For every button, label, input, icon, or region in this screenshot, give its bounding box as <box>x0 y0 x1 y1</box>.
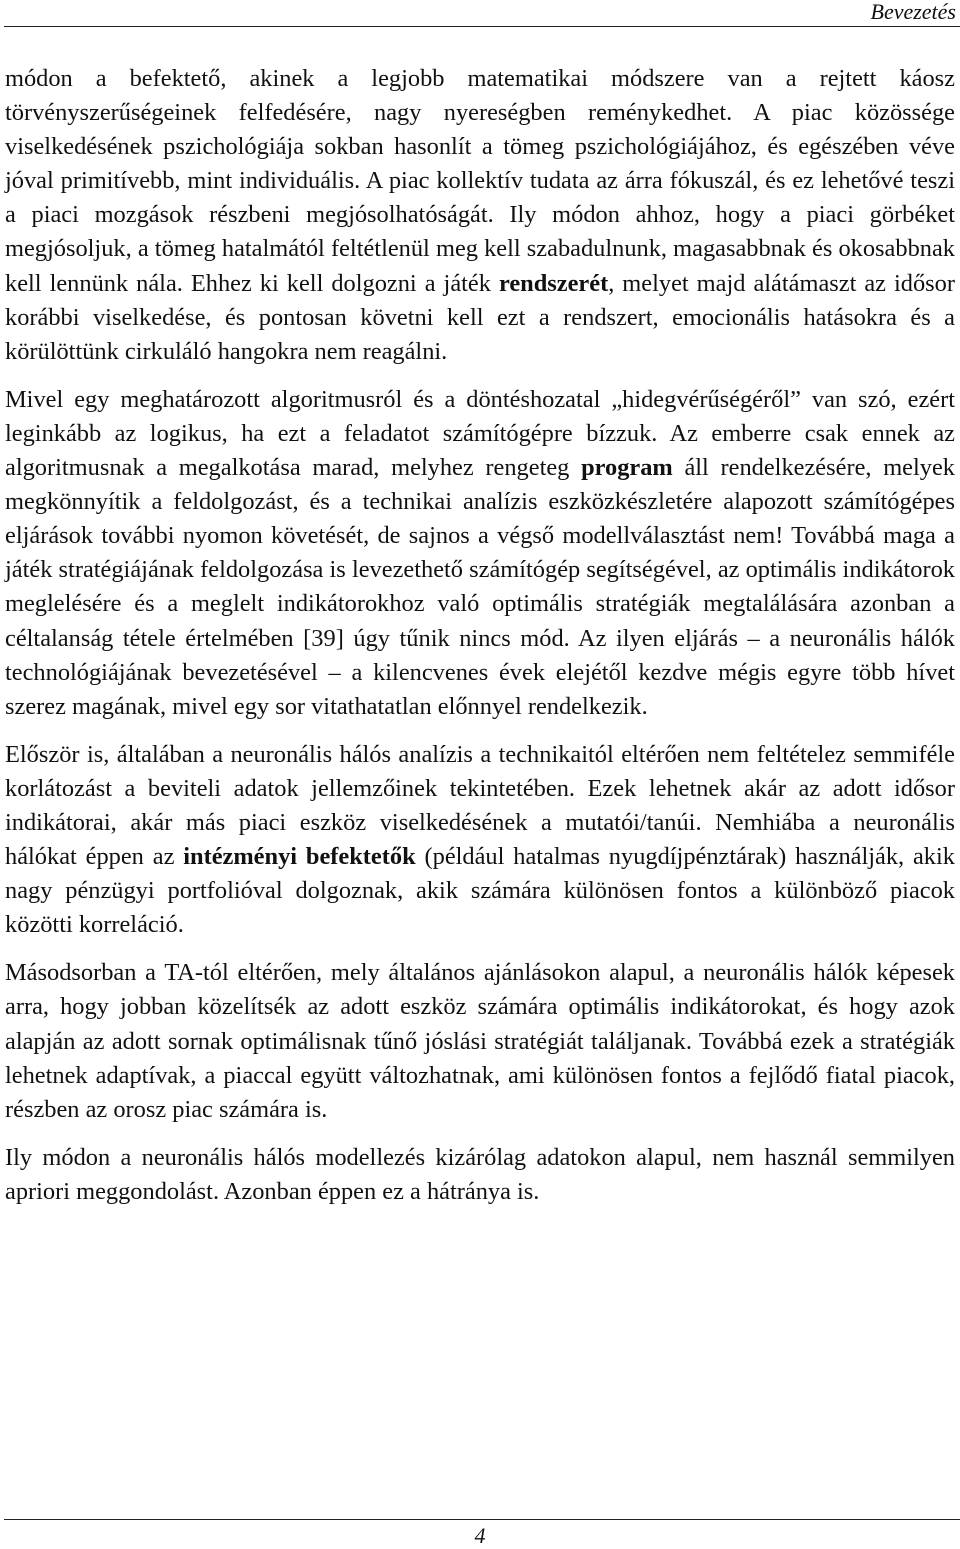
page-number: 4 <box>474 1523 486 1548</box>
paragraph-text: áll rendelkezésére, melyek megkönnyítik a feldolgozást, és a technikai analízis eszközkészletére alapozott számítógépes eljárások további nyomon követését, de sajnos a végső modellválasztást nem! Továbbá maga a játék stratégiájának feldolgozása is levezethető számítógép segítségével, az optimális indikátorok meglelésére és a meglelt indikátorokhoz való optimális stratégiák megtalálására azonban a céltalanság tétele értelmében [39] úgy tűnik nincs mód. Az ilyen eljárás – a neuronális hálók technológiájának bevezetésével – a kilencvenes évek elejétől kezdve mégis egyre több hívet szerez magának, mivel egy sor vitathatatlan előnnyel rendelkezik. <box>5 454 955 720</box>
paragraph-text: , melyet majd alátámaszt az idősor korábbi viselkedése, és pontosan követni kell ezt a rendszert, emocionális hatásokra és a körülöttünk cirkuláló hangokra nem reagálni. <box>5 269 955 365</box>
header-rule <box>4 26 960 27</box>
paragraph-4 <box>5 956 955 1126</box>
emphasis-rendszeret: rendszerét <box>498 269 609 297</box>
emphasis-program: program <box>581 454 673 482</box>
paragraph-text: Ily módon a neuronális hálós modellezés kizárólag adatokon alapul, nem használ semmilyen apriori meggondolást. Azonban éppen ez a hátránya is. <box>5 1143 955 1205</box>
paragraph-text: (például hatalmas nyugdíjpénztárak) használják, akik nagy pénzügyi portfolióval dolgoznak, akik számára különösen fontos a különböző piacok közötti korreláció. <box>5 843 955 939</box>
footer-rule <box>4 1519 960 1520</box>
running-header-title: Bevezetés <box>870 0 956 24</box>
paragraph-text: Először is, általában a neuronális hálós analízis a technikaitól eltérően nem feltételez semmiféle korlátozást a beviteli adatok jellemzőinek tekintetében. Ezek lehetnek akár az adott idősor indikátorai, akár más piaci eszköz viselkedésének a mutatói/tanúi. Nemhiába a neuronális hálókat éppen az <box>5 740 955 871</box>
paragraph-text: módon a befektető, akinek a legjobb matematikai módszere van a rejtett káosz törvényszerűségeinek felfedésére, nagy nyereségben reménykedhet. A piac közössége viselkedésének pszichológiája sokban hasonlít a tömeg pszichológiájához, és egészében véve jóval primitívebb, mint individuális. A piac kollektív tudata az árra fókuszál, és ez lehetővé teszi a piaci mozgások részbeni megjósolhatóságát. Ily módon ahhoz, hogy a piaci görbéket megjósoljuk, a tömeg hatalmától feltétlenül meg kell szabadulnunk, magasabbnak és okosabbnak kell lennünk nála. Ehhez ki kell dolgozni a játék <box>5 65 955 297</box>
paragraph-2 <box>5 383 955 724</box>
paragraph-text: Mivel egy meghatározott algoritmusról és a döntéshozatal „hidegvérűségéről” van szó, ezért leginkább az logikus, ha ezt a feladatot számítógépre bízzuk. Az emberre csak ennek az algoritmusnak a megalkotása marad, melyhez rengeteg <box>5 385 955 482</box>
paragraph-text: Másodsorban a TA-tól eltérően, mely általános ajánlásokon alapul, a neuronális hálók képesek arra, hogy jobban közelítsék az adott eszköz számára optimális indikátorokat, és hogy azok alapján az adott sornak optimálisnak tűnő jóslási stratégiát találjanak. Továbbá ezek a stratégiák lehetnek adaptívak, a piaccal együtt változhatnak, ami különösen fontos a fejlődő fiatal piacok, részben az orosz piac számára is. <box>5 959 955 1123</box>
paragraph-5 <box>5 1141 955 1209</box>
emphasis-intezmenyi-befektetok: intézményi befektetők <box>183 843 416 871</box>
paragraph-3 <box>5 738 955 943</box>
paragraph-1 <box>5 62 955 369</box>
body-text <box>5 62 955 1209</box>
page-header <box>0 0 960 29</box>
